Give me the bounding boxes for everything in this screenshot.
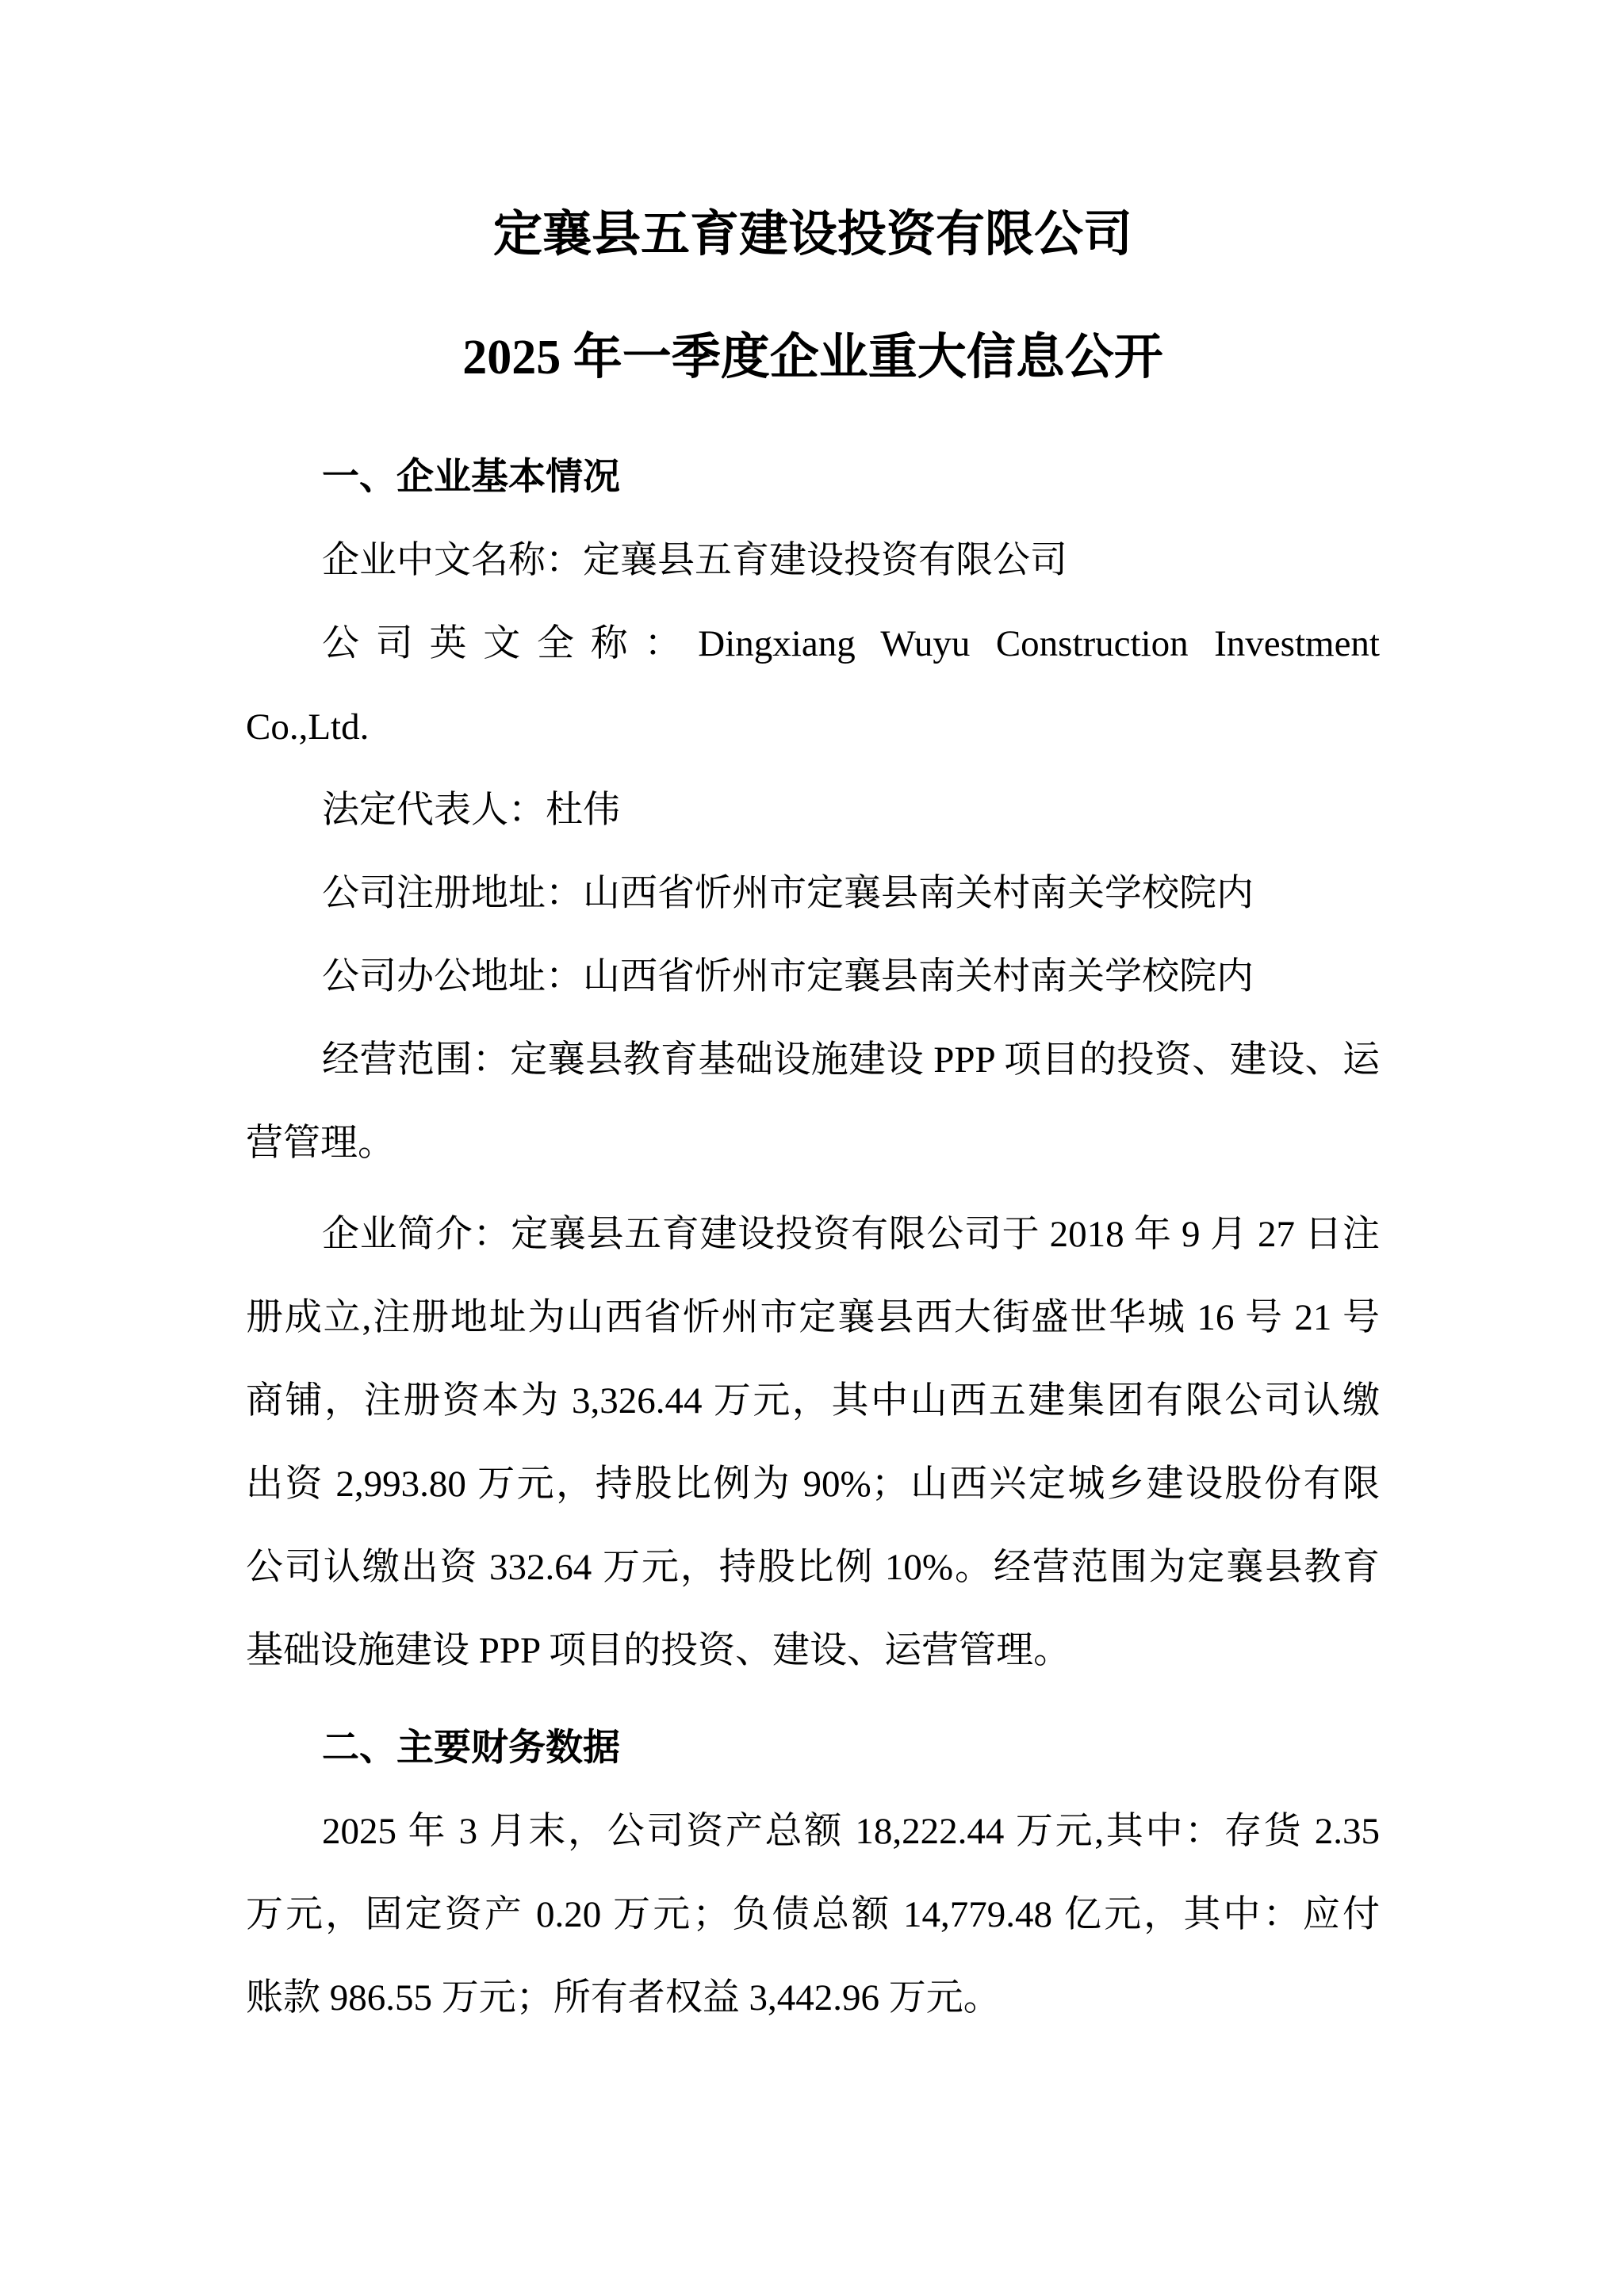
document-line: 万元，固定资产 0.20 万元；负债总额 14,779.48 亿元，其中：应付 <box>246 1894 1380 1935</box>
document-line: Co.,Ltd. <box>246 706 370 748</box>
document-line: 册成立,注册地址为山西省忻州市定襄县西大街盛世华城 16 号 21 号 <box>246 1297 1380 1338</box>
document-line: 出资 2,993.80 万元，持股比例为 90%；山西兴定城乡建设股份有限 <box>246 1464 1380 1505</box>
document-line: 2025 年 3 月末，公司资产总额 18,222.44 万元,其中：存货 2.35 <box>322 1811 1380 1852</box>
document-line: 企业简介：定襄县五育建设投资有限公司于 2018 年 9 月 27 日注 <box>322 1214 1380 1255</box>
section-1-heading: 一、企业基本情况 <box>322 457 620 498</box>
document-line: 账款 986.55 万元；所有者权益 3,442.96 万元。 <box>246 1977 1001 2019</box>
text-block <box>246 0 1380 2040</box>
document-line: 商铺，注册资本为 3,326.44 万元，其中山西五建集团有限公司认缴 <box>246 1380 1380 1422</box>
document-line: 公司英文全称：Dingxiang Wuyu Construction Investment <box>322 623 1380 664</box>
document-line: 公司注册地址：山西省忻州市定襄县南关村南关学校院内 <box>322 873 1254 914</box>
document-line: 公司办公地址：山西省忻州市定襄县南关村南关学校院内 <box>322 956 1254 997</box>
document-line: 基础设施建设 PPP 项目的投资、建设、运营管理。 <box>246 1630 1071 1671</box>
doc-title: 定襄县五育建设投资有限公司 <box>492 208 1132 262</box>
doc-subtitle: 2025 年一季度企业重大信息公开 <box>462 331 1163 385</box>
document-line: 企业中文名称：定襄县五育建设投资有限公司 <box>322 540 1067 581</box>
document-line: 法定代表人：杜伟 <box>322 790 620 831</box>
document-line: 营管理。 <box>246 1123 395 1164</box>
document-line: 经营范围：定襄县教育基础设施建设 PPP 项目的投资、建设、运 <box>322 1039 1380 1081</box>
document-line: 公司认缴出资 332.64 万元，持股比例 10%。经营范围为定襄县教育 <box>246 1547 1380 1588</box>
section-2-heading: 二、主要财务数据 <box>322 1728 620 1769</box>
